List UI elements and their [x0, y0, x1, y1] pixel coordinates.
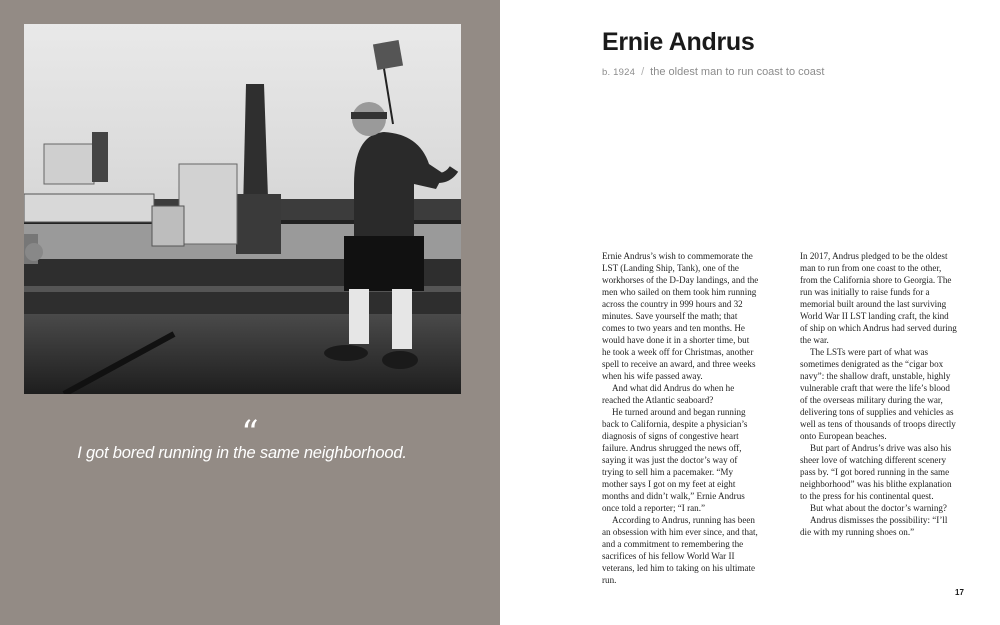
paragraph: But part of Andrus’s drive was also his sheer love of watching different scenery pass by. “I got bored running in the same neighborhood” was his blithe explanation to the press for his continental quest. [800, 443, 952, 501]
quote-mark: “ [241, 413, 259, 453]
text-column-1 [602, 250, 760, 586]
birth-year: b. 1924 [602, 67, 636, 78]
tagline: the oldest man to run coast to coast [650, 66, 825, 78]
paragraph: But what about the doctor’s warning? [810, 503, 947, 513]
separator: / [641, 66, 645, 78]
paragraph: The LSTs were part of what was sometimes denigrated as the “cigar box navy”: the shallow draft, unstable, highly vulnerable craft that were the life’s blood of the overseas military during the war, delivering tons of supplies and vehicles as well as tens of thousands of troops directly onto European beaches. [800, 347, 956, 441]
text-column-2 [800, 250, 958, 538]
paragraph: And what did Andrus do when he reached the Atlantic seaboard? [602, 383, 735, 405]
paragraph: In 2017, Andrus pledged to be the oldest man to run from one coast to the other, from the California shore to Georgia. The run was initially to raise funds for a memorial built around the last surviving World War II LST landing craft, the kind of ship on which Andrus had served during the war. [800, 251, 957, 345]
paragraph: He turned around and began running back to California, despite a physician’s diagnosis of signs of congestive heart failure. Andrus shrugged the news off, saying it was just the doctor’s way of trying to sell him a pacemaker. “My mother says I got on my feet at eight months and didn’t walk,” Ernie Andrus once told a reporter; “I ran.” [602, 407, 748, 513]
pull-quote: I got bored running in the same neighborhood. [77, 444, 407, 462]
page-title: Ernie Andrus [602, 28, 755, 56]
paragraph: Ernie Andrus’s wish to commemorate the LST (Landing Ship, Tank), one of the workhorses of the D-Day landings, and the men who sailed on them took him running across the country in 999 hours and 32 minutes. Save yourself the math; that comes to two years and ten months. He would have done it in a shorter time, but he took a week off for Christmas, another spell to receive an award, and three weeks when his wife passed away. [602, 251, 759, 381]
paragraph: Andrus dismisses the possibility: “I’ll die with my running shoes on.” [800, 515, 948, 537]
page-number: 17 [955, 588, 964, 597]
paragraph: According to Andrus, running has been an obsession with him ever since, and that, and a commitment to remembering the sacrifices of his fellow World War II veterans, led him to taking on his ultimate run. [602, 515, 758, 585]
runner-photo [24, 24, 461, 394]
subtitle [602, 66, 824, 78]
right-page [500, 0, 1000, 625]
runner-photo-image [24, 24, 461, 394]
